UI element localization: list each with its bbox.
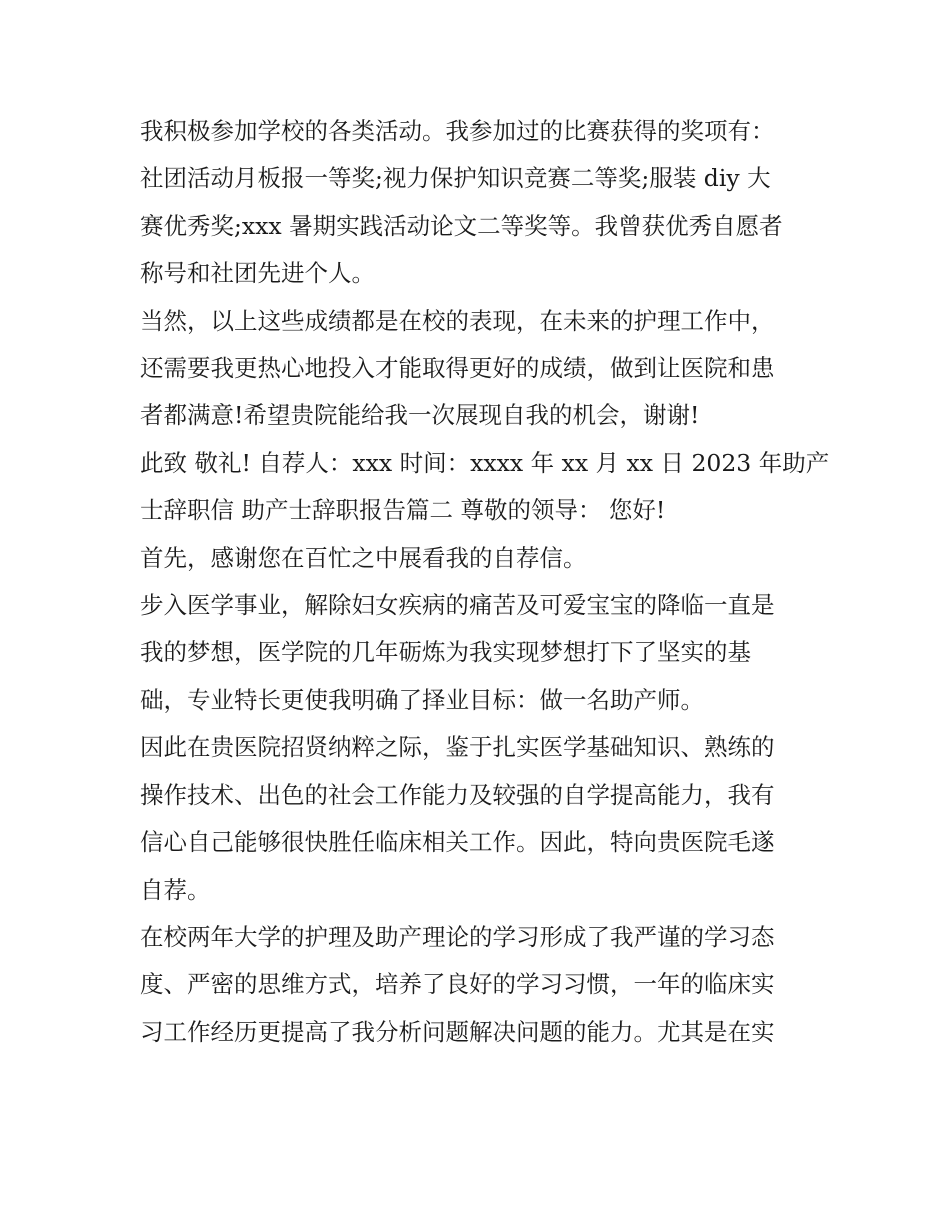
text-line: 自荐。: [140, 875, 211, 904]
paragraph-thanks: [140, 535, 820, 582]
text-line: 社团活动月板报一等奖;视力保护知识竞赛二等奖;服装 diy 大: [140, 164, 771, 193]
text-line: 士辞职信 助产士辞职报告篇二 尊敬的领导： 您好!: [140, 496, 666, 525]
paragraph-closing-and-heading: [140, 440, 830, 535]
text-line: 在校两年大学的护理及助产理论的学习形成了我严谨的学习态: [140, 922, 775, 951]
text-line: 赛优秀奖;xxx 暑期实践活动论文二等奖等。我曾获优秀自愿者: [140, 211, 783, 240]
paragraph-study: [140, 914, 820, 1056]
document-body: [140, 108, 830, 1056]
text-line: 度、严密的思维方式，培养了良好的学习习惯，一年的临床实: [140, 970, 775, 999]
text-line: 我的梦想，医学院的几年砺炼为我实现梦想打下了坚实的基: [140, 638, 751, 667]
text-line: 当然，以上这些成绩都是在校的表现，在未来的护理工作中，: [140, 306, 775, 335]
text-line: 信心自己能够很快胜任临床相关工作。因此，特向贵医院毛遂: [140, 828, 775, 857]
text-line: 者都满意!希望贵院能给我一次展现自我的机会，谢谢!: [140, 401, 700, 430]
text-line: 还需要我更热心地投入才能取得更好的成绩，做到让医院和患: [140, 354, 775, 383]
paragraph-dream: [140, 582, 820, 724]
text-line: 础，专业特长更使我明确了择业目标：做一名助产师。: [140, 685, 704, 714]
paragraph-future-work: [140, 298, 820, 440]
paragraph-activities: [140, 108, 820, 298]
text-line: 步入医学事业，解除妇女疾病的痛苦及可爱宝宝的降临一直是: [140, 591, 775, 620]
text-line: 称号和社团先进个人。: [140, 259, 375, 288]
text-line: 习工作经历更提高了我分析问题解决问题的能力。尤其是在实: [140, 1017, 775, 1046]
text-line: 首先，感谢您在百忙之中展看我的自荐信。: [140, 543, 587, 572]
text-line: 因此在贵医院招贤纳粹之际，鉴于扎实医学基础知识、熟练的: [140, 733, 775, 762]
text-line: 操作技术、出色的社会工作能力及较强的自学提高能力，我有: [140, 780, 775, 809]
text-line: 我积极参加学校的各类活动。我参加过的比赛获得的奖项有：: [140, 117, 775, 145]
paragraph-self-recommendation: [140, 724, 820, 914]
text-line: 此致 敬礼! 自荐人：xxx 时间：xxxx 年 xx 月 xx 日 2023 年助产: [140, 448, 830, 477]
